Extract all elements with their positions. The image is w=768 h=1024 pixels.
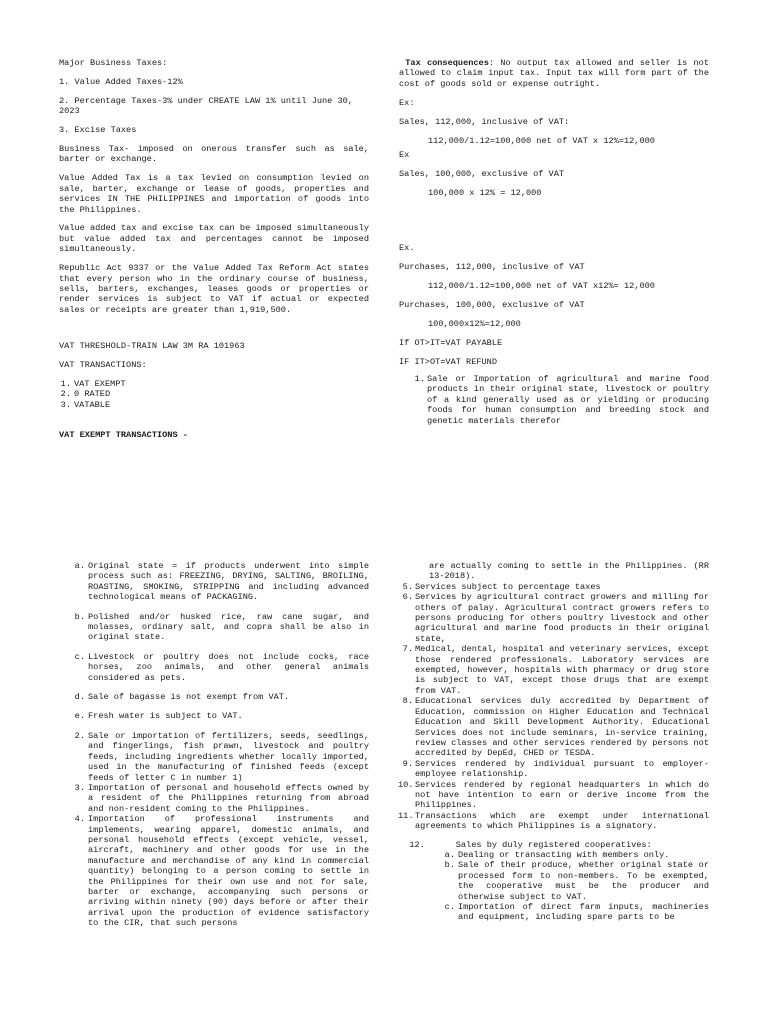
list-item: c. Livestock or poultry does not include cocks, race horses, zoo animals, and other general animals considered as pets. (74, 651, 369, 683)
list-item: 8. Educational services duly accredited by Department of Education, commission on Higher Education and Technical Education and Skill Development Authority. Educational Services does not include seminars, in-service training, review classes and other services rendered by persons not accredited by DepEd, CHED or TESDA. (402, 696, 709, 759)
tax-item-excise: 3. Excise Taxes (59, 125, 137, 136)
example-label: Ex. (399, 243, 415, 254)
purchases-exclusive: Purchases, 100,000, exclusive of VAT (399, 299, 585, 310)
sales-inclusive: Sales, 112,000, inclusive of VAT: (399, 116, 570, 127)
example-label: Ex: (399, 97, 415, 108)
purchases-inclusive-calc: 112,000/1.12=100,000 net of VAT x12%= 12,000 (428, 280, 655, 291)
left-top-column (59, 58, 369, 449)
vat-refund-rule: IF IT>OT=VAT REFUND (399, 356, 497, 367)
vat-excise-note: Value added tax and excise tax can be imposed simultaneously but value added tax and percentages cannot be imposed simultaneously. (59, 223, 369, 255)
exempt-list-start (413, 374, 709, 426)
list-item: 10. Services rendered by regional headquarters in which do not have intention to earn or derive income from the Philippines. (398, 779, 709, 811)
list-item: 4. Importation of professional instruments and implements, wearing apparel, domestic animals, and personal household effects (except vehicle, vessel, aircraft, machinery and other goods for use in the manufacture and merchandise of any kind in commercial quantity) belonging to a person coming to settle in the Philippines for their own use and not for sale, barter or exchange, accompanying such persons or arriving within ninety (90) days before or after their arrival upon the production of evidence satisfactory to the CIR, that such persons (74, 814, 369, 929)
list-item: d. Sale of bagasse is not exempt from VAT. (74, 692, 290, 703)
list-item: 6. Services by agricultural contract growers and milling for others of palay. Agricultural contract growers refers to persons producing for others poultry livestock and other agricultural and marine food products in their original state, (402, 592, 709, 644)
tax-item-vat: 1. Value Added Taxes-12% (59, 76, 183, 87)
exempt-list-continued (73, 731, 369, 929)
list-item: 3. Importation of personal and household effects owned by a resident of the Philippines returning from abroad and non-resident coming to the Philippines. (74, 782, 369, 814)
vat-transactions-list (59, 379, 369, 410)
list-item: 5. Services subject to percentage taxes (402, 581, 601, 592)
tax-consequences: Tax consequences: No output tax allowed and seller is not allowed to claim input tax. Input tax will form part of the cost of goods sold or expense outright. (399, 58, 709, 89)
list-item: c. Importation of direct farm inputs, machineries and equipment, including spare parts to be (444, 902, 709, 923)
vat-transactions-heading: VAT TRANSACTIONS: (59, 360, 147, 371)
sales-exclusive-calc: 100,000 x 12% = 12,000 (428, 187, 542, 198)
right-bottom-column (399, 561, 709, 923)
list-item: a. Original state = if products underwent into simple process such as: FREEZING, DRYING, SALTING, BROILING, ROASTING, SMOKING, STRIPPING and including advanced technological means of PACKAGING. (74, 561, 369, 603)
list-item: a. Dealing or transacting with members only. (444, 849, 670, 860)
list-item: e. Fresh water is subject to VAT. (74, 711, 243, 722)
list-item: 1. VAT EXEMPT (60, 379, 126, 390)
major-taxes-heading: Major Business Taxes: (59, 58, 168, 68)
example-label: Ex (399, 149, 410, 160)
list-item: 9. Services rendered by individual pursuant to employer-employee relationship. (402, 758, 709, 780)
list-item: 2. Sale or importation of fertilizers, seeds, seedlings, and fingerlings, fish prawn, livestock and poultry feeds, including ingredients whether locally imported, used in the manufacturing of finished feeds (except feeds of letter C in number 1) (74, 730, 369, 783)
vat-threshold: VAT THRESHOLD-TRAIN LAW 3M RA 101963 (59, 341, 245, 352)
vat-exempt-heading: VAT EXEMPT TRANSACTIONS - (59, 430, 188, 441)
vat-definition: Value Added Tax is a tax levied on consumption levied on sale, barter, exchange or lease of goods, properties and services IN THE PHILIPPINES and importation of goods into the Philippines. (59, 173, 369, 215)
list-item: b. Sale of their produce, whether original state or processed form to non-members. To be exempted, the cooperative must be the producer and otherwise subject to VAT. (444, 860, 709, 902)
list-item: 1. Sale or Importation of agricultural and marine food products in their original state, livestock or poultry of a kind generally used as or yielding or producing foods for human consumption and breeding stock and genetic materials therefor (414, 374, 709, 426)
cooperatives-list (443, 850, 709, 923)
original-state-notes (73, 561, 369, 722)
sales-exclusive: Sales, 100,000, exclusive of VAT (399, 168, 565, 179)
list-item: 3. VATABLE (60, 399, 111, 410)
list-item: 7. Medical, dental, hospital and veterinary services, except those rendered professionals. Laboratory services are exempted, however, hospitals with pharmacy or drug store is subject to VAT, except those drugs that are exempt from VAT. (402, 644, 709, 696)
purchases-exclusive-calc: 100,000x12%=12,000 (428, 318, 521, 329)
sales-inclusive-calc: 112,000/1.12=100,000 net of VAT x 12%=12,000 (428, 135, 655, 146)
list-item: 2. 0 RATED (60, 389, 111, 400)
ra9337-paragraph: Republic Act 9337 or the Value Added Tax Reform Act states that every person who in the ordinary course of business, sells, barters, exchanges, leases goods or properties or render services is subject to VAT if actual or expected sales or receipts are greater than 1,919,500. (59, 263, 369, 315)
exempt-services-list (398, 581, 709, 832)
tax-item-percentage: 2. Percentage Taxes-3% under CREATE LAW 1% until June 30, 2023 (59, 95, 353, 117)
vat-payable-rule: If OT>IT=VAT PAYABLE (399, 337, 503, 348)
purchases-inclusive: Purchases, 112,000, inclusive of VAT (399, 262, 585, 273)
list-item: b. Polished and/or husked rice, raw cane sugar, and molasses, ordinary salt, and copra shall be also in original state. (74, 611, 369, 643)
left-bottom-column (73, 561, 369, 929)
list-item: 11. Transactions which are exempt under international agreements to which Philippines is a signatory. (398, 810, 709, 832)
continuation-text: are actually coming to settle in the Philippines. (RR 13-2018). (429, 561, 709, 582)
business-tax-definition: Business Tax- imposed on onerous transfer such as sale, barter or exchange. (59, 144, 369, 165)
tax-consequences-label: Tax consequences (405, 58, 489, 68)
cooperatives-item: 12. Sales by duly registered cooperatives: (409, 839, 652, 850)
right-top-column (399, 58, 709, 426)
